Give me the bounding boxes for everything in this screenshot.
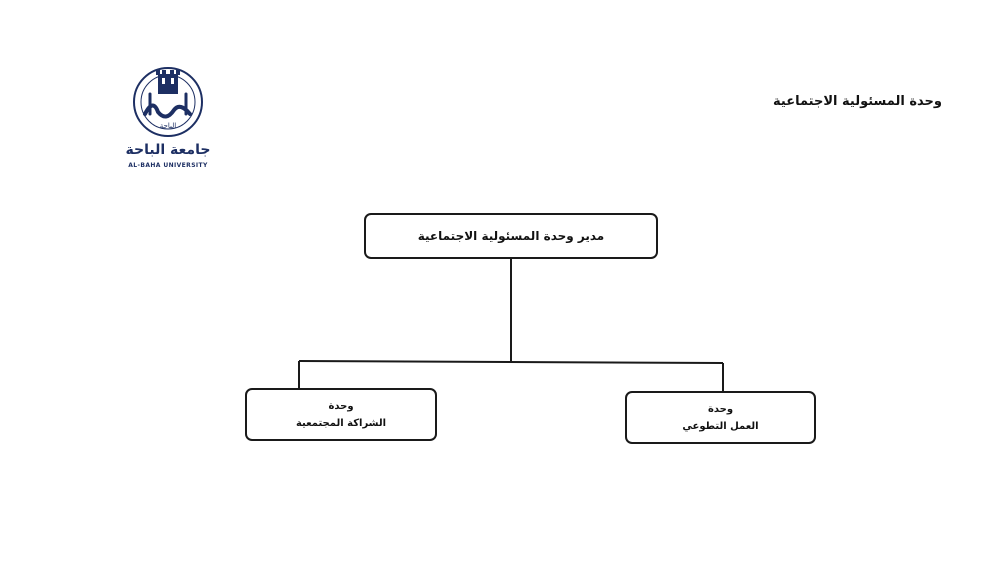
org-child-line1: وحدة [328, 400, 354, 412]
horizontal-connector-line [299, 361, 723, 363]
emblem-text: الباحة [159, 122, 177, 130]
university-name-english: AL-BAHA UNIVERSITY [128, 162, 208, 169]
page-title: وحدة المسئولية الاجتماعية [773, 94, 942, 109]
org-child-box-community-partnership [245, 388, 437, 441]
org-child-line2: الشراكة المجتمعية [295, 417, 387, 429]
org-child-line1: وحدة [707, 403, 734, 415]
org-child-line2: العمل التطوعي [682, 420, 759, 432]
org-child-box-volunteer-work [625, 391, 816, 444]
university-name-arabic: جامعة الباحة [125, 142, 211, 158]
org-root-label: مدير وحدة المسئولية الاجتماعية [417, 229, 605, 243]
org-root-box [364, 213, 658, 259]
